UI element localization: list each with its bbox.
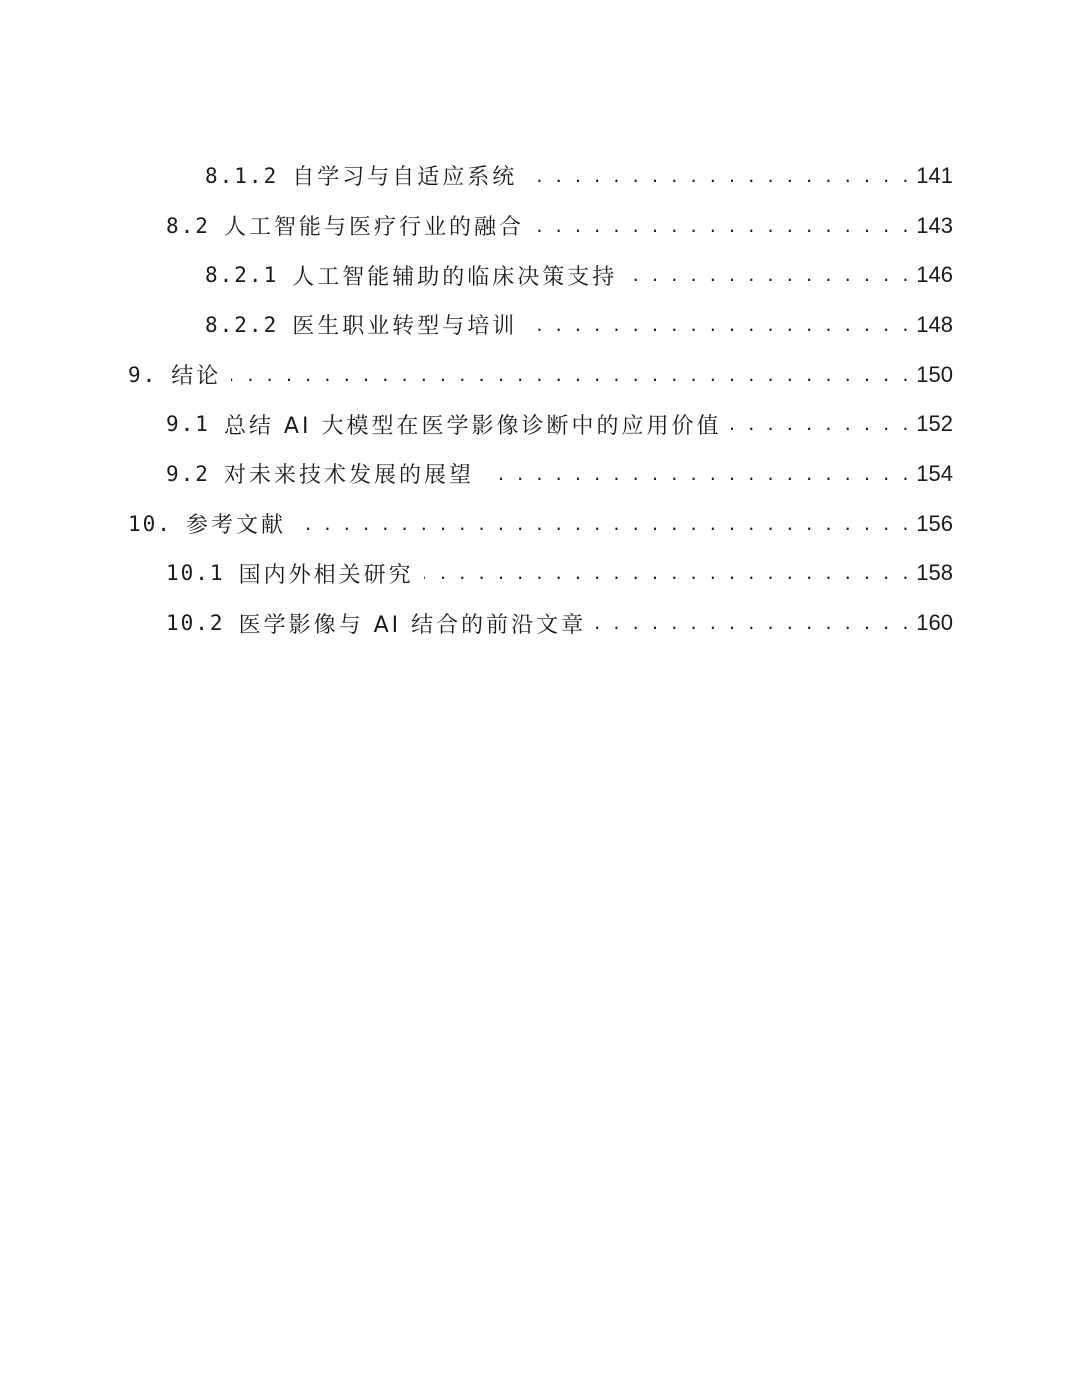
toc-page-number: 143 <box>916 212 953 238</box>
toc-dot-leader <box>534 216 910 238</box>
toc-dot-leader <box>731 414 910 436</box>
toc-entry-title: 医学影像与 AI 结合的前沿文章 <box>238 612 587 638</box>
toc-entry-number: 8.1.2 <box>205 163 279 188</box>
toc-entry <box>0 399 1080 449</box>
toc-entry-title: 对未来技术发展的展望 <box>223 463 474 489</box>
toc-entry <box>0 300 1080 350</box>
toc-entry-number: 8.2.2 <box>205 312 279 337</box>
toc-page-number: 158 <box>916 560 953 586</box>
toc-entry-title: 人工智能辅助的临床决策支持 <box>292 264 618 290</box>
toc-dot-leader <box>627 265 910 287</box>
toc-page-number: 150 <box>916 361 953 387</box>
toc-dot-leader <box>296 514 910 536</box>
toc-page-number: 152 <box>916 411 953 437</box>
toc-entry-title: 自学习与自适应系统 <box>292 165 518 191</box>
toc-entry-title: 医生职业转型与培训 <box>292 314 518 340</box>
toc-entry <box>0 499 1080 549</box>
toc-entry-number: 10.1 <box>166 561 225 586</box>
toc-entry <box>0 598 1080 648</box>
toc-entry-title: 参考文献 <box>185 513 286 539</box>
toc-entry-title: 结论 <box>171 364 222 390</box>
toc-entry-number: 9.1 <box>166 412 210 437</box>
toc-page-number: 154 <box>916 460 953 486</box>
toc-entry-title: 总结 AI 大模型在医学影像诊断中的应用价值 <box>223 413 722 439</box>
toc-entry-title: 国内外相关研究 <box>238 562 414 588</box>
toc-entry-number: 9. <box>128 362 158 387</box>
toc-dot-leader <box>596 613 910 635</box>
toc-dot-leader <box>484 464 910 486</box>
toc-entry <box>0 449 1080 499</box>
table-of-contents <box>0 151 1080 648</box>
toc-page-number: 156 <box>916 510 953 536</box>
toc-entry <box>0 549 1080 599</box>
toc-entry <box>0 250 1080 300</box>
toc-entry-number: 9.2 <box>166 461 210 486</box>
toc-dot-leader <box>527 166 910 188</box>
toc-page-number: 148 <box>916 311 953 337</box>
toc-dot-leader <box>424 563 911 585</box>
toc-entry-number: 10. <box>128 511 172 536</box>
toc-entry-title: 人工智能与医疗行业的融合 <box>223 215 524 241</box>
toc-entry <box>0 151 1080 201</box>
toc-dot-leader <box>231 365 910 387</box>
toc-entry-number: 8.2 <box>166 213 210 238</box>
toc-page-number: 146 <box>916 262 953 288</box>
toc-entry <box>0 201 1080 251</box>
toc-entry-number: 10.2 <box>166 611 225 636</box>
toc-dot-leader <box>527 315 910 337</box>
toc-entry-number: 8.2.1 <box>205 263 279 288</box>
toc-page-number: 141 <box>916 162 953 188</box>
toc-page-number: 160 <box>916 610 953 636</box>
toc-entry <box>0 350 1080 400</box>
